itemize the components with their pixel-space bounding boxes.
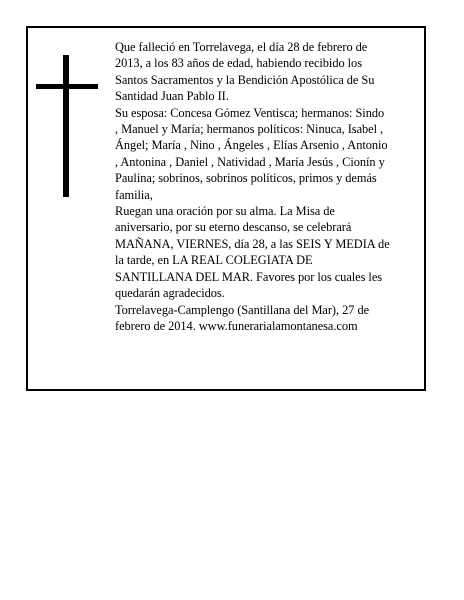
- notice-line: SANTILLANA DEL MAR. Favores por los cuales les: [115, 269, 383, 284]
- notice-line: Paulina; sobrinos, sobrinos políticos, primos y demás: [115, 171, 377, 186]
- notice-line: la tarde, en LA REAL COLEGIATA DE: [115, 253, 313, 268]
- notice-line: 2013, a los 83 años de edad, habiendo recibido los: [115, 56, 362, 71]
- notice-line: Santidad Juan Pablo II.: [115, 89, 229, 104]
- notice-line: Ruegan una oración por su alma. La Misa de: [115, 204, 335, 219]
- cross-vertical-bar: [63, 55, 69, 197]
- notice-line: Torrelavega-Camplengo (Santillana del Mar), 27 de: [115, 302, 370, 317]
- notice-line: febrero de 2014. www.funerarialamontanesa.com: [115, 318, 358, 333]
- notice-line: Que falleció en Torrelavega, el día 28 de febrero de: [115, 40, 368, 54]
- notice-line: Santos Sacramentos y la Bendición Apostólica de Su: [115, 72, 375, 87]
- notice-line: MAÑANA, VIERNES, día 28, a las SEIS Y MEDIA de: [115, 236, 390, 251]
- notice-line: Ángel; María , Nino , Ángeles , Elías Arsenio , Antonio: [115, 138, 388, 153]
- notice-line: , Manuel y María; hermanos políticos: Ninuca, Isabel ,: [115, 122, 384, 137]
- obituary-text: [115, 39, 425, 334]
- notice-line: Su esposa: Concesa Gómez Ventisca; hermanos: Sindo: [115, 105, 385, 120]
- notice-line: quedarán agradecidos.: [115, 286, 225, 301]
- notice-line: aniversario, por su eterno descanso, se celebrará: [115, 220, 352, 235]
- notice-line: familia,: [115, 187, 153, 202]
- cross-horizontal-bar: [36, 84, 98, 89]
- notice-line: , Antonina , Daniel , Natividad , María Jesús , Cionín y: [115, 154, 385, 169]
- cross-icon: [36, 55, 98, 197]
